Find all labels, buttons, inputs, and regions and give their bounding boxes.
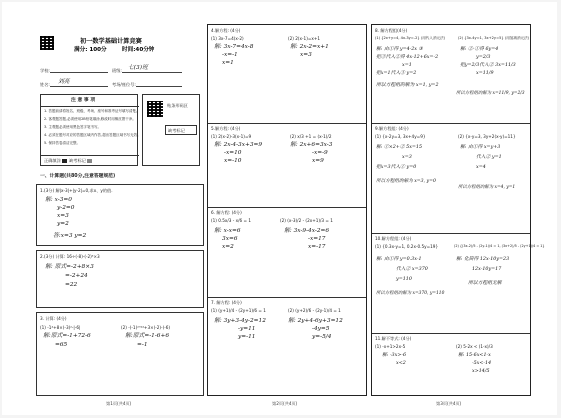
seat-label: 考场/座位号: (112, 82, 136, 87)
q11-left-line-1: 解: -3x>-6 (382, 353, 407, 358)
q4-left-line-3: x=1 (222, 60, 234, 66)
q7-left-line-2: -y=11 (238, 326, 256, 332)
question-8-box (372, 25, 530, 124)
q6-left-line-2: 3x=6 (222, 236, 238, 242)
q7-right-line-2: -4y=5 (312, 326, 330, 332)
exam-time: 时间:40分钟 (122, 47, 155, 53)
q4-title: 4.解方程: (4分) (211, 28, 241, 33)
q6-right-line-2: -x=17 (308, 236, 326, 242)
q7-right-line-3: y=-5/4 (312, 334, 332, 340)
absent-label: 缺考标记 (168, 128, 185, 133)
bad-label: 缺考标记 (69, 158, 86, 163)
absent-box[interactable] (165, 125, 197, 135)
exam-title: 初一数学基础计算竞赛 (80, 38, 142, 45)
student-qr-code (147, 101, 163, 117)
q8-left-line-4: 把x=1代入③ y=2 (376, 71, 417, 76)
fill-example (44, 158, 93, 163)
q9-right-prompt: (2) {x-y=3, 3y+2(x-y)=11} (458, 134, 516, 139)
q3-left-line-1: 解:原式=-1+72-6 (43, 333, 91, 339)
barcode-area (142, 94, 200, 166)
q9-title: 9.解方程组: (4分) (375, 126, 409, 131)
note-1: 1. 答题前请将姓名、班级、考场、座号和准考证号填写清楚。 (44, 109, 140, 113)
q10-left-line-4: 所以方程组的解为 x=370, y=110 (376, 291, 445, 296)
name-label: 姓名: (40, 82, 50, 87)
q6-left-prompt: (1) 0.5x/3 - x/6 = 1 (211, 218, 252, 223)
q4-left-line-1: 解: 3x-7=4x-8 (214, 44, 254, 50)
column-3 (371, 24, 545, 396)
question-6-box (208, 207, 366, 298)
q11-right-line-3: x>14/5 (472, 369, 490, 374)
q8-right-line-2: y=2/3 (476, 55, 491, 60)
q3-left-line-2: =65 (55, 342, 68, 348)
q7-title: 7. 解方程: (4分) (211, 300, 242, 305)
q11-right-prompt: (2) 5-2x < (1-x)/3 (456, 344, 493, 349)
q1-line-4: y=2 (57, 221, 69, 227)
question-7-box (208, 297, 366, 395)
q1-line-3: x=3 (57, 213, 69, 219)
notes-title: 注 意 事 项 (71, 98, 96, 103)
note-2: 2. 客观题答题,必须使用2B铅笔填涂,修改时用橡皮擦干净。 (44, 117, 136, 121)
q8-right-line-1: 解: ②-①得 6y=4 (460, 47, 499, 52)
q8-title: 8. 解方程组(4分) (375, 28, 408, 33)
q7-left-prompt: (1) (y+1)/4 - (2y+1)/6 = 1 (211, 308, 266, 313)
school-label: 学校: (40, 68, 50, 73)
question-4-box (208, 25, 366, 124)
q8-right-line-4: x=11/9 (476, 71, 494, 76)
note-3: 3. 主观题必须使用黑色签字笔书写。 (44, 125, 101, 129)
q9-right-line-2: 代入② y=1 (476, 155, 502, 160)
q3-right-prompt: (2) -(-1)²⁰²⁴+3×(-2)-(-6) (121, 325, 171, 330)
q10-left-line-2: 代入② x=370 (396, 267, 428, 272)
q8-left-line-5: 所以方程组的解为 x=1, y=2 (376, 83, 439, 88)
note-4: 4. 必须在题号对应的答题区域内作答,超出答题区域书写无效。 (44, 133, 141, 137)
q7-left-line-3: y=-11 (238, 334, 256, 340)
qr-code (40, 36, 54, 50)
q10-left-line-3: y=110 (396, 277, 412, 282)
q4-right-prompt: (2) 2(x-1)=x+1 (288, 36, 321, 41)
q1-line-2: y-2=0 (57, 205, 75, 211)
class-label: 班级: (112, 68, 122, 73)
q5-right-line-3: x=9 (312, 158, 324, 164)
q5-title: 5.解方程: (4分) (211, 126, 241, 131)
q9-right-line-1: 解: 由①得 x=y+3 (460, 145, 501, 150)
q7-right-line-1: 解: 2y+4-6y+3=12 (288, 318, 343, 324)
q5-left-line-1: 解: 2x-4-3x+3=9 (214, 142, 263, 148)
q9-left-line-2: x=3 (402, 155, 412, 160)
q9-right-line-3: x=4 (476, 165, 486, 170)
fill-label: 正确填涂 (44, 158, 61, 163)
q2-line-2: =-2+24 (65, 273, 88, 279)
footer-page-1: 第1页(共4页) (106, 401, 132, 406)
notes-box (40, 94, 141, 166)
question-10-box (372, 233, 545, 334)
q10-right-line-3: 所以方程组无解 (468, 281, 502, 286)
question-11-box (372, 333, 530, 395)
q10-left-line-1: 解: 由①得 y=0.3x-1 (376, 257, 422, 262)
q7-left-line-1: 解: 3y+3-4y-2=12 (214, 318, 266, 324)
question-1-box (36, 184, 204, 246)
q11-left-prompt: (1) -x+1>2x-5 (375, 344, 406, 349)
q3-right-line-1: 解:原式=-1-6+6 (125, 333, 170, 339)
exam-score: 满分: 100分 (74, 47, 107, 53)
q11-left-line-2: x<2 (396, 361, 406, 366)
q1-line-1: 解: x-3=0 (45, 197, 72, 203)
q4-right-line-1: 解: 2x-2=x+1 (290, 44, 329, 50)
q5-left-line-3: x=-10 (224, 158, 242, 164)
q6-left-line-3: x=2 (222, 244, 234, 250)
q6-right-line-3: x=-17 (308, 244, 326, 250)
q6-right-line-1: 解: 3x-9-4x-2=6 (284, 228, 330, 234)
q3-left-prompt: (1) -1⁴+8×(-3)²-|-6| (40, 325, 81, 330)
q5-right-prompt: (2) x/3 +1 = (x-1)/2 (290, 134, 332, 139)
q4-left-prompt: (1) 3x-7=4(x-2) (211, 36, 244, 41)
q8-left-prompt: (1) {2x+y=4, 4x-3y=-2} (用代入消元法) (375, 36, 446, 40)
class-value: 七(3)班 (128, 65, 148, 71)
barcode-label: 贴条形码区 (167, 103, 188, 108)
q5-right-line-2: -x=-9 (312, 150, 328, 156)
answer-sheet (2, 2, 557, 415)
q11-right-line-1: 解: 15-6x<1-x (458, 353, 491, 358)
q9-right-line-4: 所以方程组的解为 x=4, y=1 (458, 185, 516, 190)
fill-mark-icon (62, 159, 67, 163)
q9-left-prompt: (1) {x-2y=3, 3x+4y=9} (375, 134, 426, 139)
q9-left-line-1: 解: ①×2+② 5x=15 (376, 145, 423, 150)
q8-right-line-5: 所以方程组的解为 x=11/9, y=2/3 (456, 91, 525, 96)
q2-prompt: 2.(3分) 计算: 16÷(-8)-(-2)³×3 (40, 254, 100, 259)
q3-right-line-2: =-1 (137, 342, 148, 348)
q9-left-line-3: 把x=3代入① y=0 (376, 165, 417, 170)
q8-left-line-1: 解: 由①得 y=4-2x ③ (376, 47, 423, 52)
q6-title: 6. 解方程: (4分) (211, 210, 242, 215)
q8-right-line-3: 把y=2/3代入② 3x=11/3 (460, 63, 516, 68)
q1-prompt: 1.(3分) 解|x-3|+|y-2|=0,求x、y的值. (40, 188, 113, 193)
q8-left-line-3: x=1 (402, 63, 412, 68)
q10-left-prompt: (1) {0.3x-y=1, 0.2x-0.5y=19} (375, 244, 439, 249)
q4-right-line-2: x=3 (300, 52, 312, 58)
question-3-box (36, 312, 204, 396)
q2-line-1: 解: 原式=-2+8×3 (45, 264, 94, 270)
q8-left-line-2: 把③代入②得 4x-12+6x=-2 (376, 55, 439, 60)
name-value: 刘亮 (58, 79, 70, 85)
q1-line-5: 答:x=3 y=2 (53, 233, 87, 239)
q10-right-line-1: 解: 化简得 12x-10y=23 (456, 257, 510, 262)
q8-right-prompt: (2) {3x-4y=1, 3x+2y=5} (用加减消元法) (458, 36, 530, 40)
q11-title: 11.解不等式: (4分) (375, 336, 412, 341)
footer-page-3: 第3页(共4页) (436, 401, 462, 406)
q2-line-3: =22 (65, 282, 78, 288)
q9-left-line-4: 所以方程组的解为 x=3, y=0 (376, 179, 436, 184)
q7-right-prompt: (2) (y+2)/6 - (2y-1)/4 = 1 (288, 308, 341, 313)
q5-left-prompt: (1) 2(x-2)-3(x-1)=9 (211, 134, 252, 139)
q10-title: 10.解方程组: (4分) (375, 236, 412, 241)
q5-left-line-2: -x=10 (224, 150, 242, 156)
q10-right-prompt: (2) {(3x-2)/5 - (2y-1)/4 = 1, (3x+2)/5 - (2y+1)/4 = 1} (454, 244, 545, 248)
question-9-box (372, 123, 530, 234)
footer-page-2: 第2页(共4页) (272, 401, 298, 406)
q11-right-line-2: -5x<-14 (472, 361, 492, 366)
q6-right-prompt: (2) (x-3)/2 - (2x+1)/3 = 1 (280, 218, 333, 223)
column-1 (36, 24, 204, 396)
note-5: 5. 保持答卷清洁完整。 (44, 141, 80, 145)
question-5-box (208, 123, 366, 208)
section1-title: 一、计算题(共80分,注意答题规范) (40, 174, 116, 179)
q3-prompt: 3. 计算: (4分) (40, 316, 67, 321)
q10-right-line-2: 12x-10y=17 (472, 267, 502, 272)
column-2 (207, 24, 367, 396)
q5-right-line-1: 解: 2x+6=3x-3 (290, 142, 333, 148)
question-2-box (36, 250, 204, 308)
q4-left-line-2: -x=-1 (222, 52, 238, 58)
bad-mark-icon (87, 159, 92, 163)
q6-left-line-1: 解: x-x=6 (214, 228, 241, 234)
